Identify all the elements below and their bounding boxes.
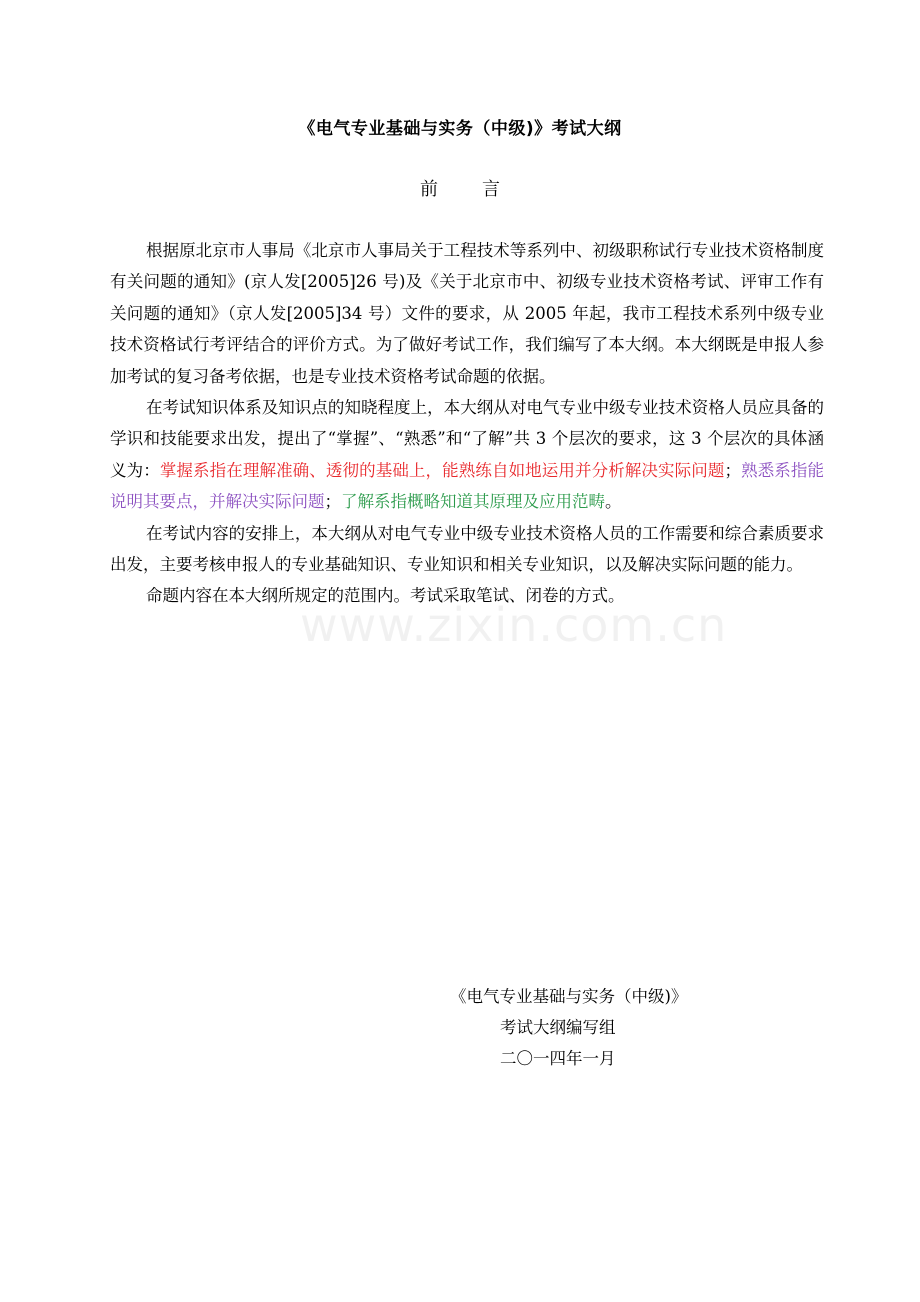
- definition-familiar: 熟悉系指能说明其要点，并解决实际问题: [110, 460, 825, 512]
- watermark: www.zixin.com.cn: [300, 598, 728, 652]
- heading-char-2: 言: [482, 179, 500, 200]
- signature-document-name: 《电气专业基础与实务（中级)》: [450, 987, 688, 1006]
- paragraph-2-intro: 在考试知识体系及知识点的知晓程度上，本大纲从对电气专业中级专业技术资格人员应具备的学识和技能要求出发，提出了“掌握”、“熟悉”和“了解”共 3 个层次的要求，这 3 个层次的具体涵义为：: [110, 398, 824, 480]
- separator-1: ；: [724, 460, 741, 480]
- definition-master: 掌握系指在理解准确、透彻的基础上，能熟练自如地运用并分析解决实际问题: [159, 460, 725, 480]
- signature-group: 考试大纲编写组: [500, 1018, 616, 1037]
- body-text: [110, 235, 824, 612]
- signature-block: [450, 981, 720, 1074]
- signature-date: 二〇一四年一月: [500, 1049, 616, 1068]
- section-heading-preface: [0, 178, 920, 202]
- paragraph-2: [110, 392, 824, 518]
- definition-understand: 了解系指概略知道其原理及应用范畴: [341, 492, 605, 512]
- paragraph-4: 命题内容在本大纲所规定的范围内。考试采取笔试、闭卷的方式。: [146, 586, 625, 606]
- separator-2: ；: [324, 492, 341, 512]
- paragraph-2-end: 。: [605, 492, 622, 512]
- paragraph-1: 根据原北京市人事局《北京市人事局关于工程技术等系列中、初级职称试行专业技术资格制度有关问题的通知》(京人发[2005]26 号)及《关于北京市中、初级专业技术资格考试、评审工作有关问题的通知》（京人发[2005]34 号）文件的要求，从 2005 年起，我市工程技术系列中级专业技术资格试行考评结合的评价方式。为了做好考试工作，我们编写了本大纲。本大纲既是申报人参加考试的复习备考依据，也是专业技术资格考试命题的依据。: [110, 241, 824, 386]
- document-title: 《电气专业基础与实务（中级)》考试大纲: [298, 119, 622, 139]
- heading-char-1: 前: [420, 179, 438, 200]
- paragraph-3: 在考试内容的安排上，本大纲从对电气专业中级专业技术资格人员的工作需要和综合素质要求出发，主要考核申报人的专业基础知识、专业知识和相关专业知识，以及解决实际问题的能力。: [110, 523, 824, 575]
